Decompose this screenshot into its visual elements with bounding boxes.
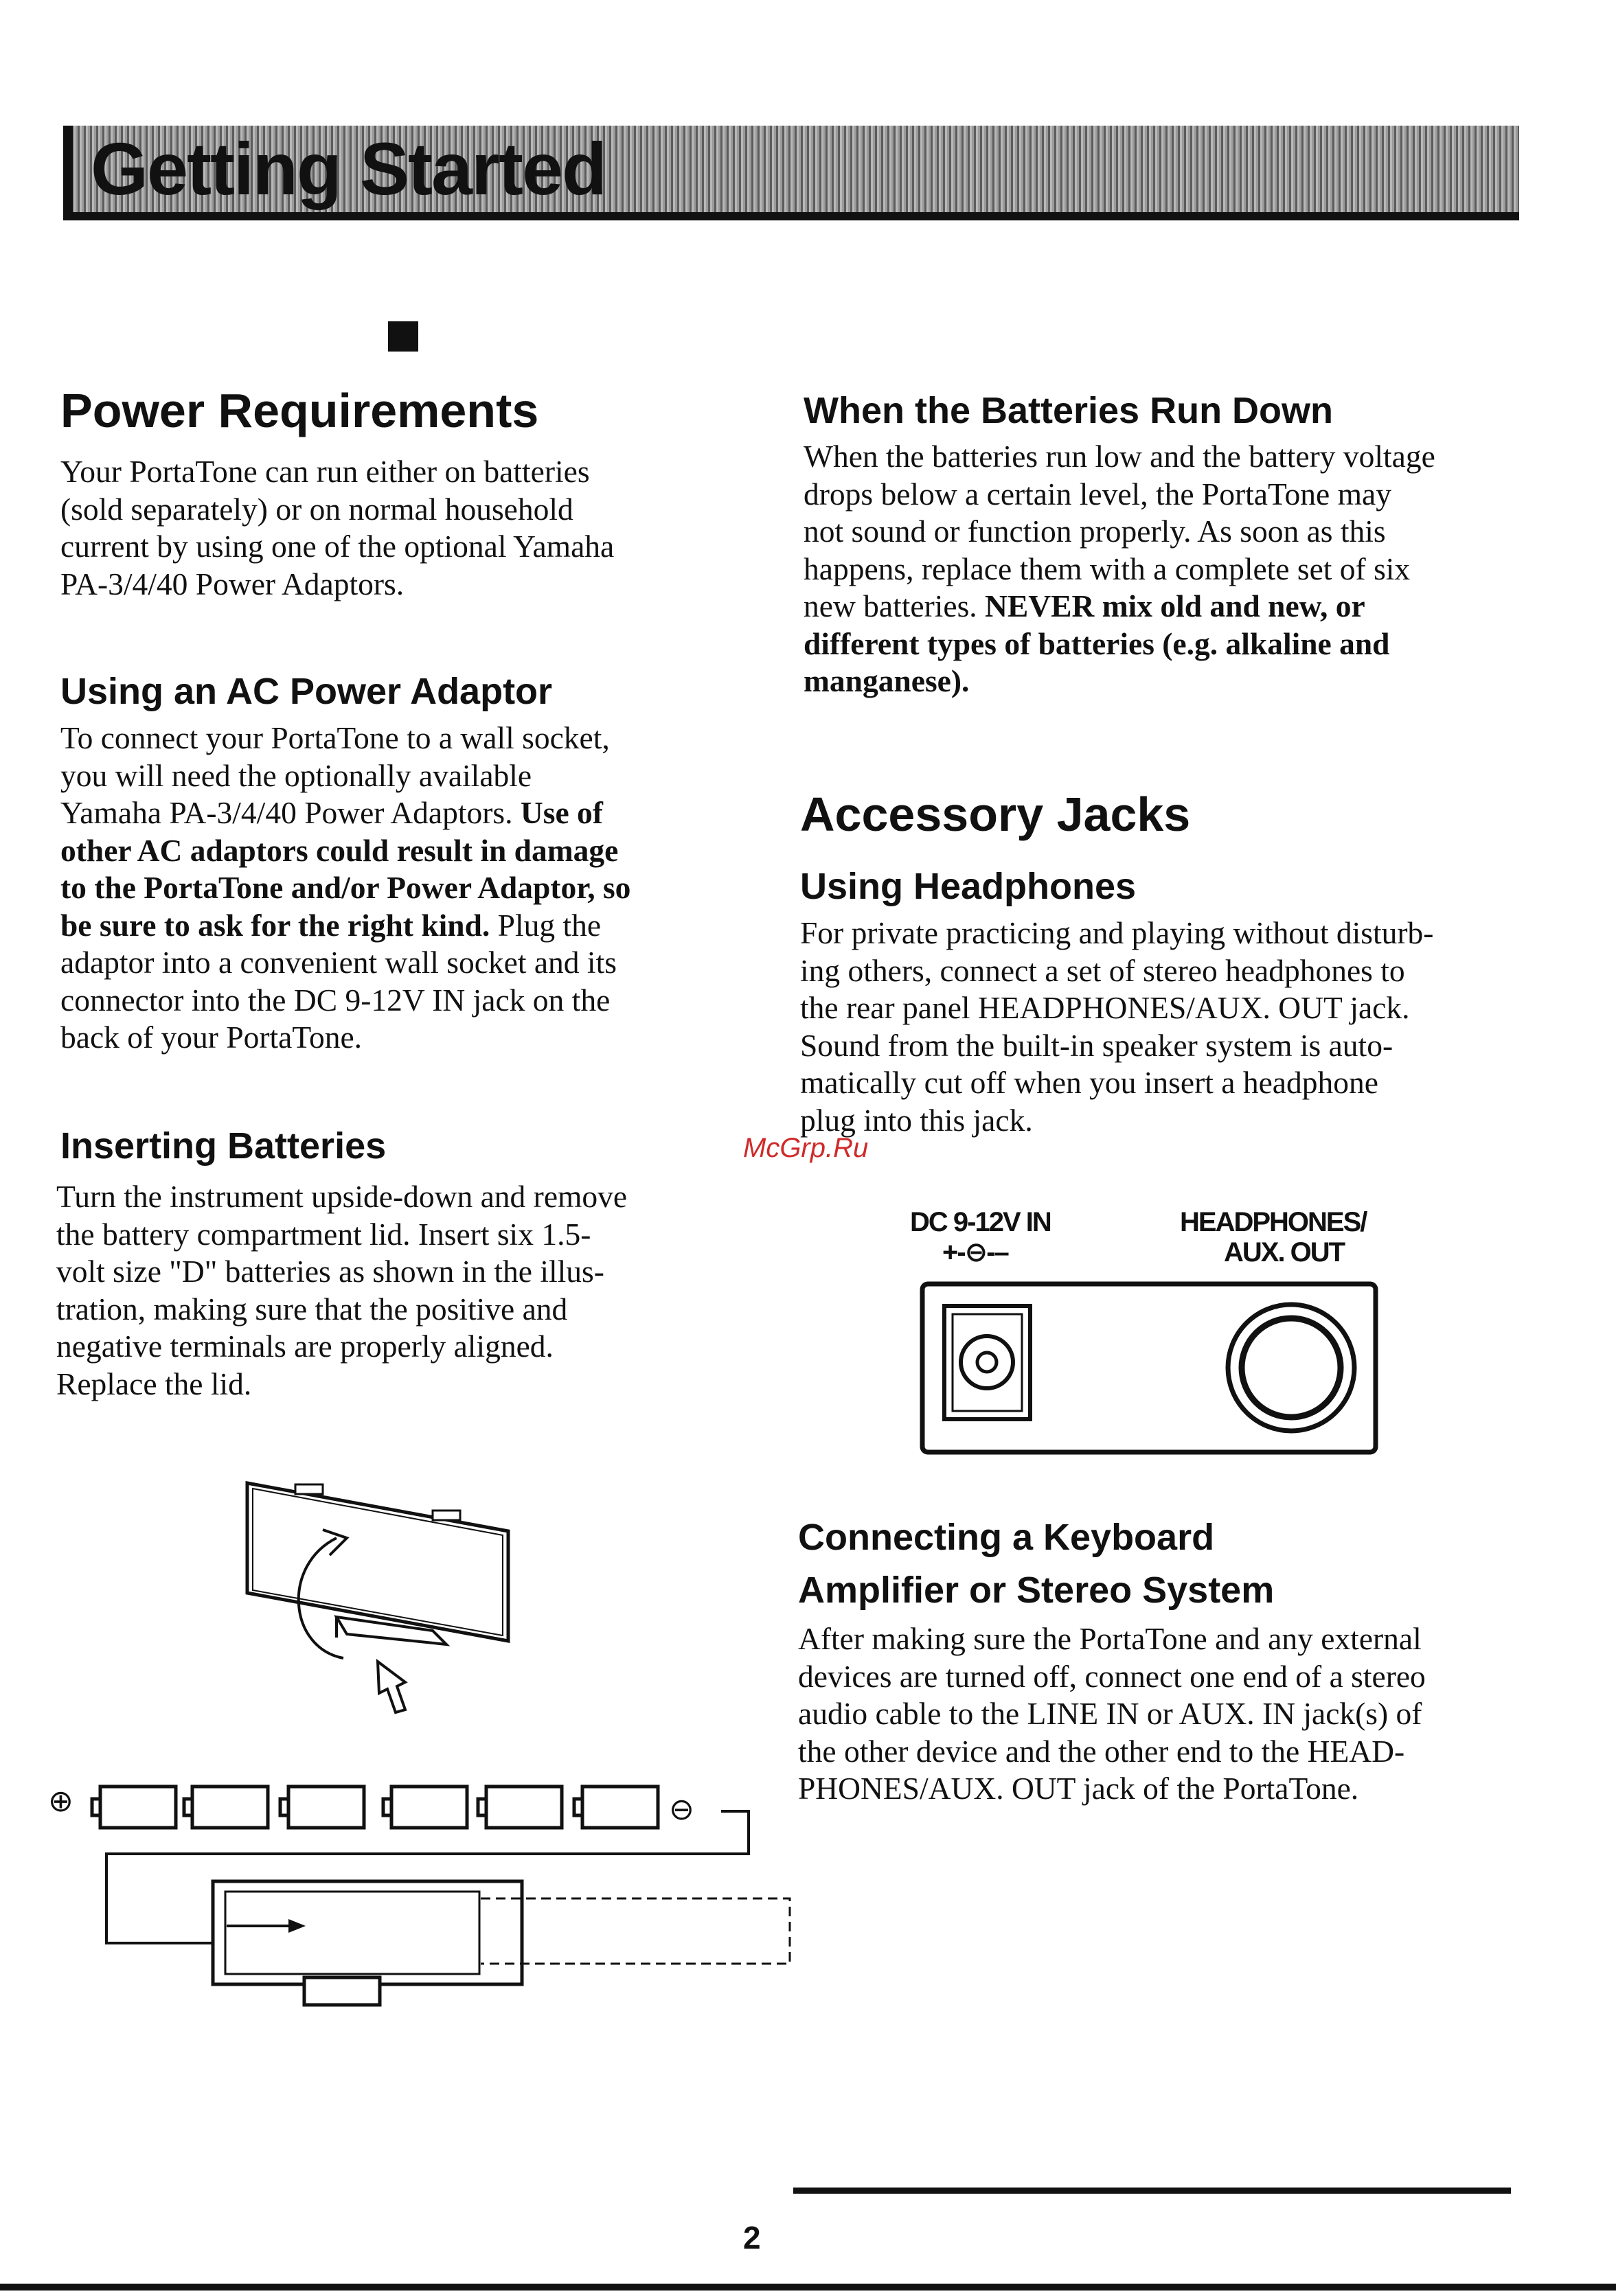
bold-run: manganese). — [804, 663, 970, 698]
text-line: you will need the optionally available — [60, 757, 532, 793]
ac-adaptor-body — [60, 720, 747, 1057]
inserting-batteries-heading: Inserting Batteries — [60, 1125, 387, 1167]
text-line: matically cut off when you insert a headphone — [800, 1065, 1378, 1100]
text-line — [60, 794, 747, 832]
accessory-jacks-heading: Accessory Jacks — [800, 788, 1191, 841]
page-number: 2 — [743, 2220, 761, 2255]
batteries-run-down-heading: When the Batteries Run Down — [804, 390, 1334, 431]
footer-rule — [793, 2188, 1511, 2194]
header-tick — [63, 126, 73, 212]
text-line: When the batteries run low and the battery voltage — [804, 439, 1435, 474]
text-line: the other device and the other end to the HEAD- — [798, 1733, 1405, 1769]
keyboard-amp-body — [798, 1620, 1554, 1808]
using-headphones-heading: Using Headphones — [800, 866, 1137, 907]
text-line: adaptor into a convenient wall socket and its — [60, 945, 617, 980]
text-line: the battery compartment lid. Insert six 1.5- — [56, 1216, 591, 1252]
dc-in-label: DC 9-12V IN — [910, 1207, 1051, 1237]
rear-panel-jacks-diagram — [917, 1278, 1380, 1457]
bold-run: to the PortaTone and/or Power Adaptor, so — [60, 870, 631, 905]
text-line: drops below a certain level, the PortaTone may — [804, 476, 1391, 512]
battery-lid-illustration — [234, 1469, 536, 1723]
text-line: Your PortaTone can run either on batteries — [60, 454, 590, 489]
page-title: Getting Started — [91, 127, 606, 210]
battery-cells — [92, 1787, 658, 1828]
plus-terminal-icon: ⊕ — [48, 1784, 73, 1819]
text-line: negative terminals are properly aligned. — [56, 1329, 554, 1364]
using-headphones-body — [800, 915, 1556, 1139]
text-line: Turn the instrument upside-down and remove — [56, 1179, 628, 1214]
text-line: (sold separately) or on normal household — [60, 491, 573, 527]
bold-run: NEVER mix old and new, or — [985, 588, 1365, 623]
text-line — [804, 625, 1559, 663]
keyboard-amp-heading-1: Connecting a Keyboard — [798, 1517, 1215, 1558]
power-requirements-body — [60, 453, 733, 603]
text-line: plug into this jack. — [800, 1102, 1033, 1138]
dc-polarity-label: +-⊖-– — [942, 1237, 1008, 1267]
text-line: Replace the lid. — [56, 1366, 252, 1401]
page-bottom-edge — [0, 2284, 1616, 2291]
power-requirements-heading: Power Requirements — [60, 384, 539, 437]
headphones-label: HEADPHONES/ — [1180, 1207, 1367, 1237]
text-line: ing others, connect a set of stereo headphones to — [800, 952, 1405, 988]
text-line — [804, 588, 1559, 625]
watermark: McGrp.Ru — [743, 1133, 869, 1163]
text-line: PHONES/AUX. OUT jack of the PortaTone. — [798, 1771, 1359, 1806]
text-line: PA-3/4/40 Power Adaptors. — [60, 566, 405, 601]
text-line: To connect your PortaTone to a wall socket, — [60, 720, 610, 755]
text-line: For private practicing and playing without disturb- — [800, 915, 1434, 950]
text-run: Yamaha PA-3/4/40 Power Adaptors. — [60, 795, 521, 830]
text-run: Plug the — [490, 907, 602, 943]
text-line: current by using one of the optional Yamaha — [60, 529, 615, 564]
bold-run: be sure to ask for the right kind. — [60, 907, 490, 943]
bold-run: different types of batteries (e.g. alkaline and — [804, 625, 1390, 661]
text-line: not sound or function properly. As soon as this — [804, 514, 1386, 549]
text-line: happens, replace them with a complete set of six — [804, 551, 1411, 586]
text-line: the rear panel HEADPHONES/AUX. OUT jack. — [800, 990, 1410, 1025]
bold-run: other AC adaptors could result in damage — [60, 832, 619, 868]
ac-adaptor-heading: Using an AC Power Adaptor — [60, 671, 553, 712]
text-line: connector into the DC 9-12V IN jack on the — [60, 982, 611, 1018]
minus-terminal-icon: ⊖ — [669, 1792, 694, 1827]
header-band — [63, 126, 1519, 212]
keyboard-amp-heading-2: Amplifier or Stereo System — [798, 1570, 1275, 1611]
text-line — [60, 832, 747, 870]
text-line: devices are turned off, connect one end of a stereo — [798, 1658, 1426, 1694]
batteries-run-down-body — [804, 438, 1559, 700]
dc-in-jack-icon — [944, 1306, 1030, 1419]
bold-run: Use of — [520, 795, 603, 830]
aux-out-label: AUX. OUT — [1224, 1237, 1345, 1267]
text-line: tration, making sure that the positive and — [56, 1291, 568, 1327]
text-run: new batteries. — [804, 588, 986, 623]
text-line: back of your PortaTone. — [60, 1020, 363, 1055]
text-line — [60, 907, 747, 945]
battery-compartment-diagram — [41, 1778, 804, 2012]
section-marker — [388, 321, 418, 352]
text-line: audio cable to the LINE IN or AUX. IN jack(s) of — [798, 1696, 1422, 1731]
inserting-batteries-body — [56, 1178, 743, 1403]
text-line — [60, 869, 747, 907]
text-line: After making sure the PortaTone and any external — [798, 1621, 1422, 1656]
text-line: volt size "D" batteries as shown in the illus- — [56, 1254, 604, 1289]
text-line: Sound from the built-in speaker system is auto- — [800, 1027, 1393, 1063]
text-line — [804, 663, 1559, 700]
